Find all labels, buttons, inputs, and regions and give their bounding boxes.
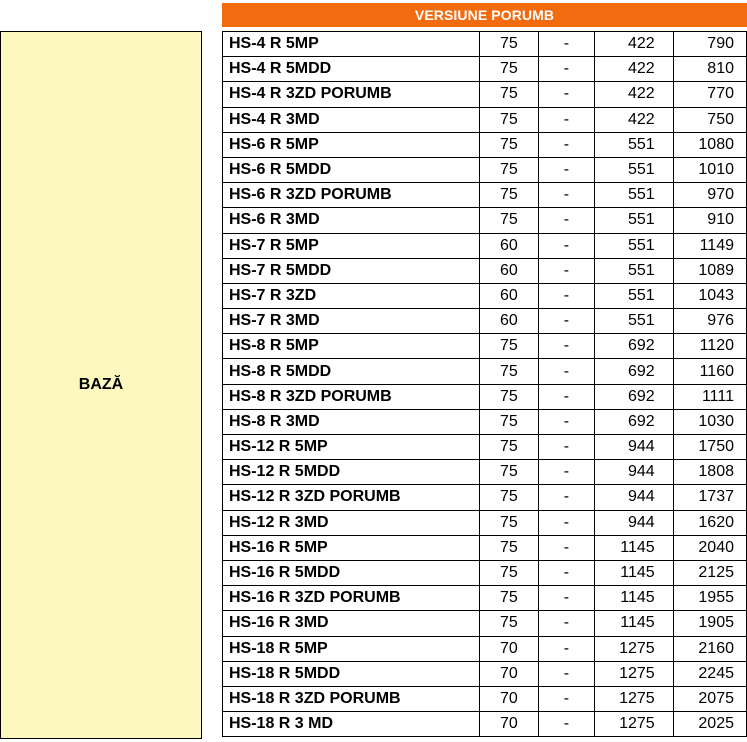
table-row: [223, 283, 747, 308]
value-b-cell: -: [538, 485, 595, 510]
value-d-cell: 770: [673, 82, 746, 107]
value-d-cell: 2160: [673, 636, 746, 661]
table-row: [223, 359, 747, 384]
value-b-cell: -: [538, 309, 595, 334]
table-row: [223, 560, 747, 585]
value-a-cell: 75: [480, 183, 539, 208]
table-row: [223, 32, 747, 57]
value-b-cell: -: [538, 686, 595, 711]
value-d-cell: 1750: [673, 435, 746, 460]
value-c-cell: 944: [595, 485, 673, 510]
value-a-cell: 70: [480, 636, 539, 661]
model-cell: HS-12 R 5MP: [223, 435, 480, 460]
value-c-cell: 1145: [595, 535, 673, 560]
model-cell: HS-4 R 3ZD PORUMB: [223, 82, 480, 107]
model-cell: HS-18 R 3ZD PORUMB: [223, 686, 480, 711]
value-b-cell: -: [538, 560, 595, 585]
value-c-cell: 1275: [595, 712, 673, 737]
model-cell: HS-16 R 3ZD PORUMB: [223, 586, 480, 611]
value-c-cell: 422: [595, 57, 673, 82]
model-cell: HS-7 R 5MP: [223, 233, 480, 258]
value-d-cell: 970: [673, 183, 746, 208]
value-c-cell: 692: [595, 334, 673, 359]
value-d-cell: 1080: [673, 132, 746, 157]
category-label: BAZĂ: [78, 376, 124, 393]
value-d-cell: 1030: [673, 409, 746, 434]
value-d-cell: 790: [673, 32, 746, 57]
model-cell: HS-8 R 5MDD: [223, 359, 480, 384]
value-b-cell: -: [538, 384, 595, 409]
model-cell: HS-7 R 5MDD: [223, 258, 480, 283]
value-a-cell: 75: [480, 132, 539, 157]
value-b-cell: -: [538, 611, 595, 636]
value-b-cell: -: [538, 107, 595, 132]
value-a-cell: 75: [480, 611, 539, 636]
value-c-cell: 551: [595, 233, 673, 258]
section-header: VERSIUNE PORUMB: [222, 3, 747, 27]
value-d-cell: 1160: [673, 359, 746, 384]
value-a-cell: 60: [480, 283, 539, 308]
model-cell: HS-6 R 5MDD: [223, 157, 480, 182]
table-row: [223, 409, 747, 434]
value-c-cell: 551: [595, 132, 673, 157]
value-d-cell: 1120: [673, 334, 746, 359]
value-d-cell: 1620: [673, 510, 746, 535]
model-cell: HS-12 R 3ZD PORUMB: [223, 485, 480, 510]
value-b-cell: -: [538, 258, 595, 283]
table-row: [223, 686, 747, 711]
value-c-cell: 1145: [595, 611, 673, 636]
value-a-cell: 75: [480, 435, 539, 460]
value-d-cell: 1905: [673, 611, 746, 636]
value-a-cell: 70: [480, 712, 539, 737]
value-d-cell: 976: [673, 309, 746, 334]
value-d-cell: 1043: [673, 283, 746, 308]
value-b-cell: -: [538, 334, 595, 359]
value-d-cell: 2040: [673, 535, 746, 560]
value-a-cell: 75: [480, 82, 539, 107]
value-a-cell: 75: [480, 57, 539, 82]
value-a-cell: 75: [480, 586, 539, 611]
model-cell: HS-6 R 5MP: [223, 132, 480, 157]
value-a-cell: 75: [480, 510, 539, 535]
model-cell: HS-16 R 5MP: [223, 535, 480, 560]
model-cell: HS-12 R 3MD: [223, 510, 480, 535]
model-cell: HS-18 R 5MP: [223, 636, 480, 661]
value-b-cell: -: [538, 233, 595, 258]
table-row: [223, 712, 747, 737]
value-c-cell: 1275: [595, 661, 673, 686]
value-a-cell: 75: [480, 485, 539, 510]
value-c-cell: 944: [595, 460, 673, 485]
value-b-cell: -: [538, 586, 595, 611]
table-row: [223, 611, 747, 636]
model-cell: HS-18 R 5MDD: [223, 661, 480, 686]
table-row: [223, 233, 747, 258]
value-d-cell: 2075: [673, 686, 746, 711]
value-c-cell: 551: [595, 309, 673, 334]
model-cell: HS-7 R 3MD: [223, 309, 480, 334]
table-row: [223, 661, 747, 686]
value-c-cell: 692: [595, 384, 673, 409]
table-row: [223, 57, 747, 82]
value-b-cell: -: [538, 208, 595, 233]
value-a-cell: 60: [480, 233, 539, 258]
value-c-cell: 692: [595, 359, 673, 384]
value-b-cell: -: [538, 535, 595, 560]
value-a-cell: 75: [480, 560, 539, 585]
value-a-cell: 75: [480, 157, 539, 182]
value-a-cell: 75: [480, 208, 539, 233]
value-b-cell: -: [538, 661, 595, 686]
model-cell: HS-7 R 3ZD: [223, 283, 480, 308]
category-cell: [0, 31, 202, 739]
table-row: [223, 107, 747, 132]
value-c-cell: 1145: [595, 560, 673, 585]
value-b-cell: -: [538, 510, 595, 535]
value-a-cell: 75: [480, 409, 539, 434]
value-b-cell: -: [538, 712, 595, 737]
table-row: [223, 636, 747, 661]
value-d-cell: 810: [673, 57, 746, 82]
value-b-cell: -: [538, 409, 595, 434]
value-c-cell: 551: [595, 157, 673, 182]
value-c-cell: 1275: [595, 636, 673, 661]
value-d-cell: 1808: [673, 460, 746, 485]
value-c-cell: 422: [595, 32, 673, 57]
model-cell: HS-8 R 5MP: [223, 334, 480, 359]
model-cell: HS-12 R 5MDD: [223, 460, 480, 485]
value-c-cell: 422: [595, 107, 673, 132]
value-c-cell: 692: [595, 409, 673, 434]
value-a-cell: 75: [480, 32, 539, 57]
value-c-cell: 551: [595, 258, 673, 283]
model-cell: HS-16 R 3MD: [223, 611, 480, 636]
table-row: [223, 208, 747, 233]
table-row: [223, 258, 747, 283]
value-a-cell: 75: [480, 460, 539, 485]
table-row: [223, 586, 747, 611]
value-b-cell: -: [538, 460, 595, 485]
table-row: [223, 485, 747, 510]
product-table: [222, 31, 747, 737]
value-b-cell: -: [538, 359, 595, 384]
model-cell: HS-4 R 5MDD: [223, 57, 480, 82]
model-cell: HS-16 R 5MDD: [223, 560, 480, 585]
value-b-cell: -: [538, 32, 595, 57]
table-row: [223, 460, 747, 485]
value-c-cell: 944: [595, 435, 673, 460]
value-c-cell: 422: [595, 82, 673, 107]
value-d-cell: 1111: [673, 384, 746, 409]
value-d-cell: 1089: [673, 258, 746, 283]
value-a-cell: 75: [480, 107, 539, 132]
value-b-cell: -: [538, 283, 595, 308]
table-row: [223, 157, 747, 182]
table-row: [223, 384, 747, 409]
value-d-cell: 2125: [673, 560, 746, 585]
value-c-cell: 551: [595, 283, 673, 308]
value-d-cell: 2245: [673, 661, 746, 686]
table-row: [223, 435, 747, 460]
value-c-cell: 551: [595, 208, 673, 233]
value-b-cell: -: [538, 57, 595, 82]
model-cell: HS-6 R 3ZD PORUMB: [223, 183, 480, 208]
value-a-cell: 60: [480, 258, 539, 283]
value-d-cell: 1955: [673, 586, 746, 611]
table-row: [223, 334, 747, 359]
value-d-cell: 1737: [673, 485, 746, 510]
value-a-cell: 70: [480, 686, 539, 711]
model-cell: HS-18 R 3 MD: [223, 712, 480, 737]
value-c-cell: 944: [595, 510, 673, 535]
value-b-cell: -: [538, 636, 595, 661]
model-cell: HS-6 R 3MD: [223, 208, 480, 233]
table-row: [223, 132, 747, 157]
table-row: [223, 82, 747, 107]
value-a-cell: 75: [480, 359, 539, 384]
value-b-cell: -: [538, 435, 595, 460]
product-table-body: [223, 32, 747, 737]
table-row: [223, 510, 747, 535]
table-row: [223, 183, 747, 208]
value-a-cell: 75: [480, 535, 539, 560]
value-b-cell: -: [538, 183, 595, 208]
value-c-cell: 1145: [595, 586, 673, 611]
value-d-cell: 1010: [673, 157, 746, 182]
model-cell: HS-8 R 3MD: [223, 409, 480, 434]
value-b-cell: -: [538, 82, 595, 107]
value-b-cell: -: [538, 132, 595, 157]
value-a-cell: 60: [480, 309, 539, 334]
value-a-cell: 75: [480, 334, 539, 359]
value-d-cell: 1149: [673, 233, 746, 258]
value-a-cell: 70: [480, 661, 539, 686]
value-d-cell: 2025: [673, 712, 746, 737]
model-cell: HS-4 R 3MD: [223, 107, 480, 132]
value-d-cell: 910: [673, 208, 746, 233]
table-row: [223, 535, 747, 560]
value-a-cell: 75: [480, 384, 539, 409]
value-c-cell: 551: [595, 183, 673, 208]
model-cell: HS-4 R 5MP: [223, 32, 480, 57]
value-b-cell: -: [538, 157, 595, 182]
table-row: [223, 309, 747, 334]
value-c-cell: 1275: [595, 686, 673, 711]
model-cell: HS-8 R 3ZD PORUMB: [223, 384, 480, 409]
value-d-cell: 750: [673, 107, 746, 132]
